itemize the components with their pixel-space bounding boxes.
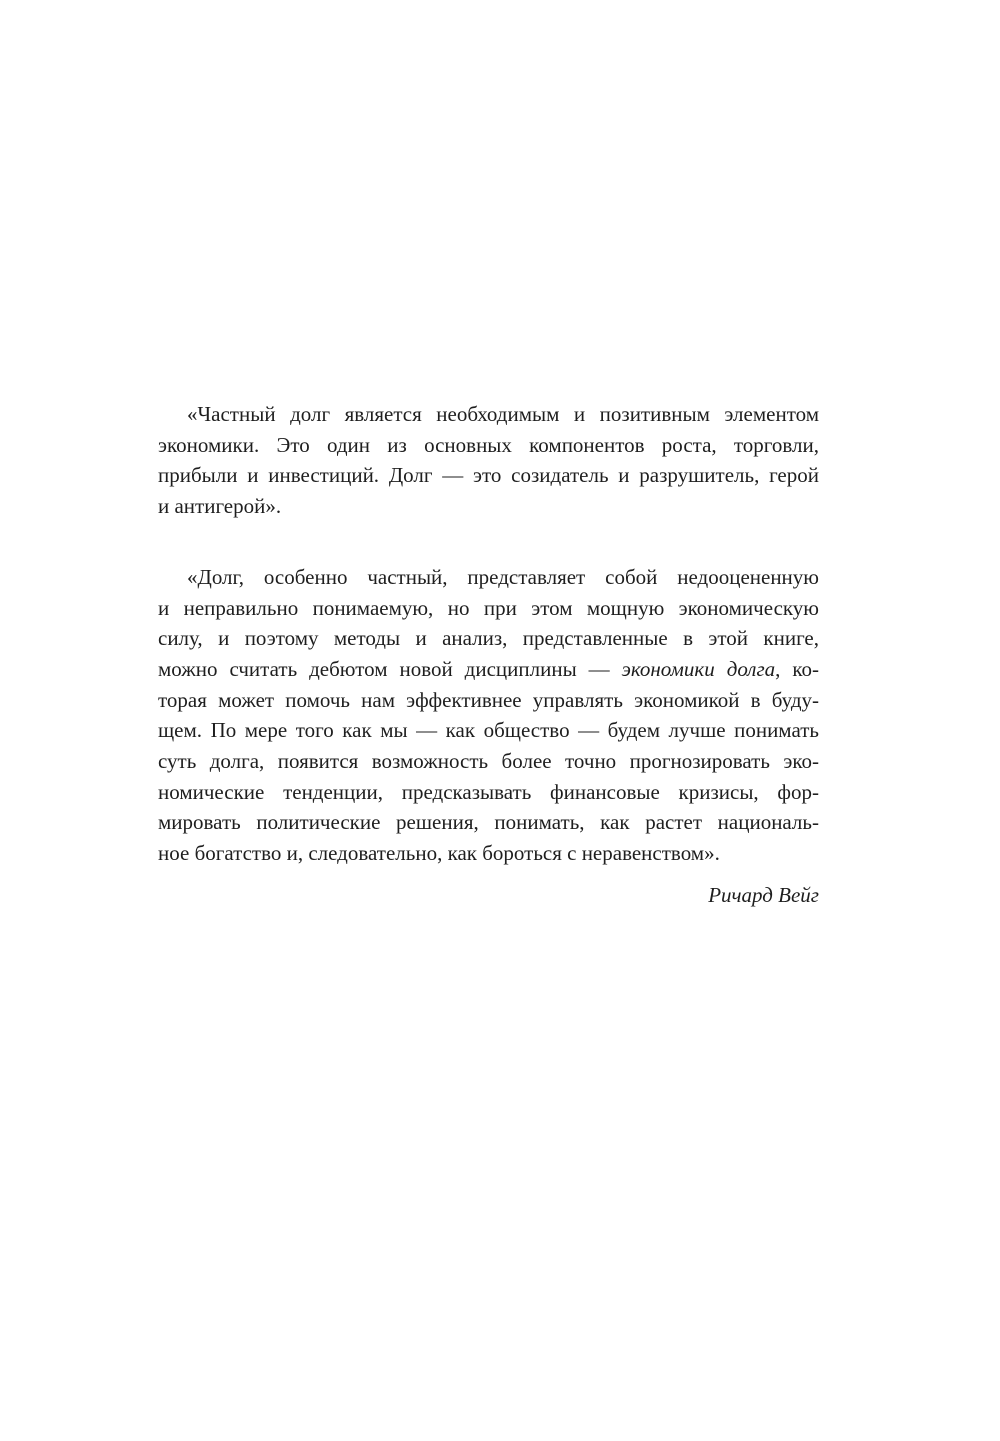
quote-line-with-italic: [158, 654, 819, 685]
quote-line: суть долга, появится возможность более точно прогнозировать эко-: [158, 749, 819, 774]
quote-line: силу, и поэтому методы и анализ, представленные в этой книге,: [158, 626, 819, 651]
quote-paragraph-1: [158, 399, 819, 522]
quote-line: прибыли и инвестиций. Долг — это созидатель и разрушитель, герой: [158, 463, 819, 488]
quote-line: экономики. Это один из основных компонентов роста, торговли,: [158, 432, 819, 457]
quote-line-segment: , ко-: [775, 656, 819, 681]
quote-line-segment: можно считать дебютом новой дисциплины —: [158, 656, 622, 681]
italic-term: экономики долга: [621, 656, 776, 681]
quote-line: торая может помочь нам эффективнее управлять экономикой в буду-: [158, 687, 819, 712]
quote-line: и антигерой».: [158, 494, 282, 519]
quote-line: номические тенденции, предсказывать финансовые кризисы, фор-: [158, 779, 819, 804]
page-text-block: [158, 399, 819, 911]
quote-line: ное богатство и, следовательно, как бороться с неравенством».: [158, 841, 720, 866]
quote-line: щем. По мере того как мы — как общество — будем лучше понимать: [158, 718, 819, 743]
quote-paragraph-2: [158, 562, 819, 869]
quote-line: «Долг, особенно частный, представляет собой недооцененную: [187, 564, 819, 589]
quote-line: и неправильно понимаемую, но при этом мощную экономическую: [158, 595, 819, 620]
quote-attribution: Ричард Вейг: [708, 882, 819, 907]
quote-line: мировать политические решения, понимать, как растет националь-: [158, 810, 819, 835]
quote-line: «Частный долг является необходимым и позитивным элементом: [187, 402, 819, 426]
